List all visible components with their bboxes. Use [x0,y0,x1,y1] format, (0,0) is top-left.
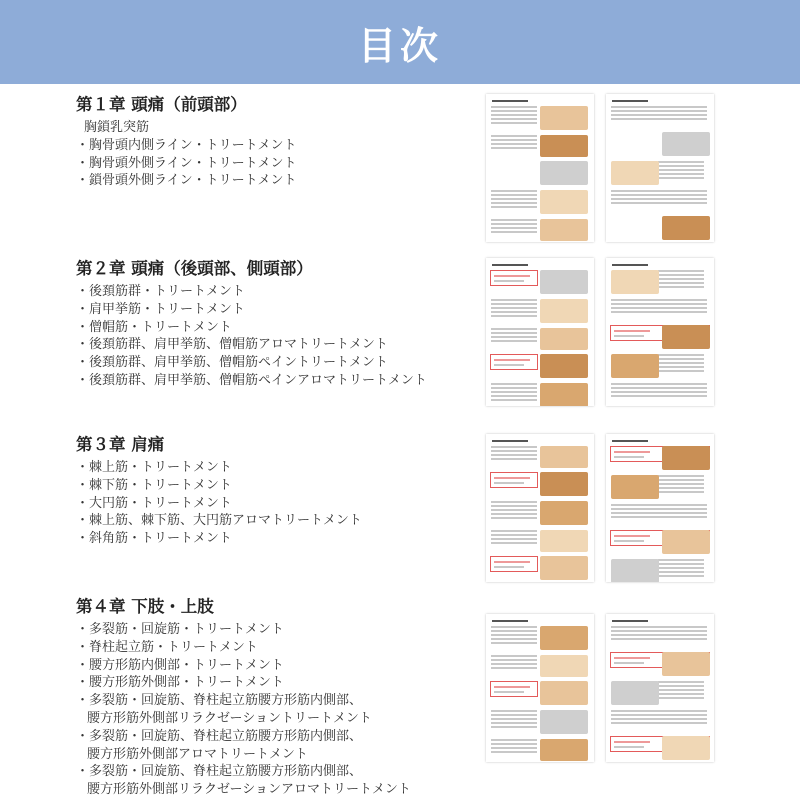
text-line [614,456,644,458]
chapter-item-list [76,119,476,190]
text-line [611,395,707,397]
text-line [658,177,704,179]
photo-image [611,270,659,294]
chapter-item-list [76,459,476,548]
text-line [491,391,537,393]
chapter-4-sample-pages [486,614,718,762]
text-line [611,194,707,196]
page-heading-bar [492,100,528,102]
photo-image [662,652,710,676]
text-line [491,626,537,628]
text-line [611,626,707,628]
chapter-item-list [76,283,476,390]
chapter-item: ・多裂筋・回旋筋、脊柱起立筋腰方形筋内側部、 [76,728,363,744]
text-line [658,487,704,489]
highlight-box [490,270,538,286]
text-line [491,458,537,460]
thumbnail-left-page [486,94,594,242]
text-line [491,538,537,540]
text-line [491,655,537,657]
text-line [611,106,707,108]
text-line [658,685,704,687]
text-line [491,714,537,716]
text-line [491,328,537,330]
text-line [658,689,704,691]
text-line [614,746,644,748]
chapter-item: 腰方形筋外側部リラクゼーションアロマトリートメント [87,782,411,798]
text-line [494,280,524,282]
text-line [614,741,650,743]
text-line [611,718,707,720]
photo-image [540,354,588,378]
chapter-item: ・胸骨頭内側ライン・トリートメント [76,137,297,153]
text-line [611,383,707,385]
text-line [491,638,537,640]
text-line [658,278,704,280]
text-line [611,114,707,116]
text-line [658,693,704,695]
text-line [491,223,537,225]
chapter-item: ・棘上筋・トリートメント [76,460,232,475]
photo-image [540,530,588,552]
text-line [614,657,650,659]
photo-image [540,270,588,294]
chapter-item: ・後頚筋群・トリートメント [76,284,245,299]
page-title: 目次 [357,23,442,68]
text-line [611,311,707,313]
chapter-1-sample-pages [486,94,718,242]
text-line [611,387,707,389]
thumbnail-right-page [606,614,714,762]
chapter-item: ・脊柱起立筋・トリートメント [76,639,258,655]
thumbnail-left-page [486,258,594,406]
photo-image [611,681,659,705]
thumbnail-left-page [486,434,594,582]
text-line [491,726,537,728]
text-line [614,535,650,537]
text-line [658,681,704,683]
text-line [491,718,537,720]
text-line [611,391,707,393]
text-line [491,505,537,507]
photo-image [540,556,588,580]
text-line [491,642,537,644]
text-line [491,336,537,338]
chapter-section-4 [76,596,476,799]
chapter-section-3 [76,434,476,548]
photo-image [540,299,588,323]
chapter-item: ・大円筋・トリートメント [76,495,232,511]
text-line [491,659,537,661]
text-line [494,686,530,688]
text-line [611,630,707,632]
text-line [494,275,530,277]
photo-image [611,475,659,499]
text-line [658,366,704,368]
text-line [658,358,704,360]
highlight-box [490,681,538,697]
text-line [494,477,530,479]
page-heading-bar [612,440,648,442]
text-line [611,299,707,301]
text-line [658,370,704,372]
page-heading-bar [492,440,528,442]
text-line [491,743,537,745]
text-line [491,118,537,120]
text-line [491,395,537,397]
text-line [614,540,644,542]
page-heading-bar [612,620,648,622]
text-line [491,383,537,385]
text-line [658,563,704,565]
text-line [494,566,524,568]
highlight-box [490,472,538,488]
text-line [658,575,704,577]
chapter-item: ・多裂筋・回旋筋、脊柱起立筋腰方形筋内側部、 [76,764,363,780]
photo-image [662,446,710,470]
text-line [491,106,537,108]
text-line [491,513,537,515]
text-line [491,501,537,503]
photo-image [662,216,710,240]
photo-image [611,161,659,185]
text-line [491,122,537,124]
highlight-box [490,354,538,370]
text-line [491,206,537,208]
thumbnail-right-page [606,434,714,582]
text-line [491,143,537,145]
text-line [614,335,644,337]
photo-image [540,626,588,650]
photo-image [611,559,659,582]
photo-image [662,736,710,760]
text-line [491,747,537,749]
photo-image [540,739,588,761]
photo-image [662,132,710,156]
photo-image [611,354,659,378]
text-line [658,274,704,276]
text-line [491,307,537,309]
chapter-item: ・棘下筋・トリートメント [76,477,232,493]
photo-image [540,446,588,468]
text-line [491,227,537,229]
chapter-item: ・腰方形筋内側部・トリートメント [76,657,284,673]
chapter-item-list [76,621,476,799]
chapter-heading: 第２章 頭痛（後頭部、側頭部） [76,259,313,278]
photo-image [540,106,588,130]
chapter-item: ・棘上筋、棘下筋、大円筋アロマトリートメント [76,513,362,529]
text-line [658,571,704,573]
chapter-item: 腰方形筋外側部アロマトリートメント [87,746,308,762]
photo-image [540,328,588,350]
text-line [491,202,537,204]
chapter-heading: 第４章 下肢・上肢 [76,597,214,616]
chapter-item: 腰方形筋外側部リラクゼーショントリートメント [87,710,372,726]
text-line [494,364,524,366]
text-line [611,198,707,200]
text-line [611,508,707,510]
thumbnail-right-page [606,94,714,242]
text-line [658,697,704,699]
highlight-box [490,556,538,572]
text-line [491,663,537,665]
chapter-item: ・肩甲挙筋・トリートメント [76,301,245,317]
chapter-item: ・斜角筋・トリートメント [76,531,232,547]
text-line [491,303,537,305]
text-line [491,387,537,389]
text-line [491,630,537,632]
page-heading-bar [492,264,528,266]
chapter-item: ・後頚筋群、肩甲挙筋、僧帽筋ペイントリートメント [76,355,388,371]
text-line [491,542,537,544]
chapter-item: ・僧帽筋・トリートメント [76,319,232,335]
chapter-item: ・後頚筋群、肩甲挙筋、僧帽筋ペインアロマトリートメント [76,372,427,388]
text-line [494,561,530,563]
text-line [614,330,650,332]
text-line [491,219,537,221]
text-line [658,161,704,163]
text-line [611,202,707,204]
text-line [491,509,537,511]
text-line [658,559,704,561]
chapter-item: 胸鎖乳突筋 [84,120,150,135]
text-line [614,662,644,664]
text-line [491,311,537,313]
chapter-item: ・胸骨頭外側ライン・トリートメント [76,155,297,171]
text-line [611,110,707,112]
text-line [491,450,537,452]
text-line [611,714,707,716]
photo-image [540,161,588,185]
photo-image [540,681,588,705]
text-line [614,451,650,453]
photo-image [540,383,588,406]
text-line [611,512,707,514]
text-line [611,638,707,640]
text-line [491,190,537,192]
page-heading-bar [492,620,528,622]
chapter-item: ・鎖骨頭外側ライン・トリートメント [76,173,297,189]
chapter-item: ・多裂筋・回旋筋・トリートメント [76,622,284,637]
text-line [611,307,707,309]
text-line [658,270,704,272]
text-line [491,454,537,456]
text-line [494,482,524,484]
text-line [491,110,537,112]
text-line [491,751,537,753]
page-heading-bar [612,264,648,266]
photo-image [662,530,710,554]
text-line [611,118,707,120]
text-line [611,504,707,506]
text-line [658,282,704,284]
text-line [658,362,704,364]
chapter-item: ・後頚筋群、肩甲挙筋、僧帽筋アロマトリートメント [76,337,388,353]
text-line [611,710,707,712]
text-line [491,399,537,401]
text-line [491,299,537,301]
text-line [491,710,537,712]
chapter-section-1 [76,94,476,190]
thumbnail-right-page [606,258,714,406]
text-line [611,634,707,636]
photo-image [540,472,588,496]
text-line [491,634,537,636]
text-line [491,139,537,141]
text-line [491,340,537,342]
chapter-3-sample-pages [486,434,718,582]
page-heading-bar [612,100,648,102]
text-line [491,739,537,741]
text-line [491,114,537,116]
text-line [658,169,704,171]
text-line [491,667,537,669]
title-banner [0,0,800,84]
text-line [611,190,707,192]
text-line [494,691,524,693]
text-line [611,722,707,724]
thumbnail-left-page [486,614,594,762]
text-line [658,483,704,485]
text-line [491,198,537,200]
text-line [491,446,537,448]
photo-image [540,219,588,241]
chapter-item: ・腰方形筋外側部・トリートメント [76,675,284,691]
text-line [611,516,707,518]
photo-image [540,135,588,157]
text-line [658,286,704,288]
photo-image [540,190,588,214]
photo-image [540,655,588,677]
text-line [491,147,537,149]
text-line [658,173,704,175]
photo-image [662,325,710,349]
photo-image [540,501,588,525]
chapter-section-2 [76,258,476,390]
text-line [491,231,537,233]
text-line [491,194,537,196]
text-line [491,530,537,532]
text-line [658,165,704,167]
text-line [491,534,537,536]
chapter-heading: 第３章 肩痛 [76,435,165,454]
photo-image [540,710,588,734]
text-line [491,135,537,137]
chapter-item: ・多裂筋・回旋筋、脊柱起立筋腰方形筋内側部、 [76,693,363,709]
text-line [658,567,704,569]
text-line [658,479,704,481]
text-line [611,303,707,305]
chapter-2-sample-pages [486,258,718,406]
text-line [494,359,530,361]
text-line [658,491,704,493]
text-line [491,315,537,317]
text-line [658,475,704,477]
text-line [491,332,537,334]
text-line [491,722,537,724]
text-line [491,517,537,519]
chapter-heading: 第１章 頭痛（前頭部） [76,95,247,114]
text-line [658,354,704,356]
